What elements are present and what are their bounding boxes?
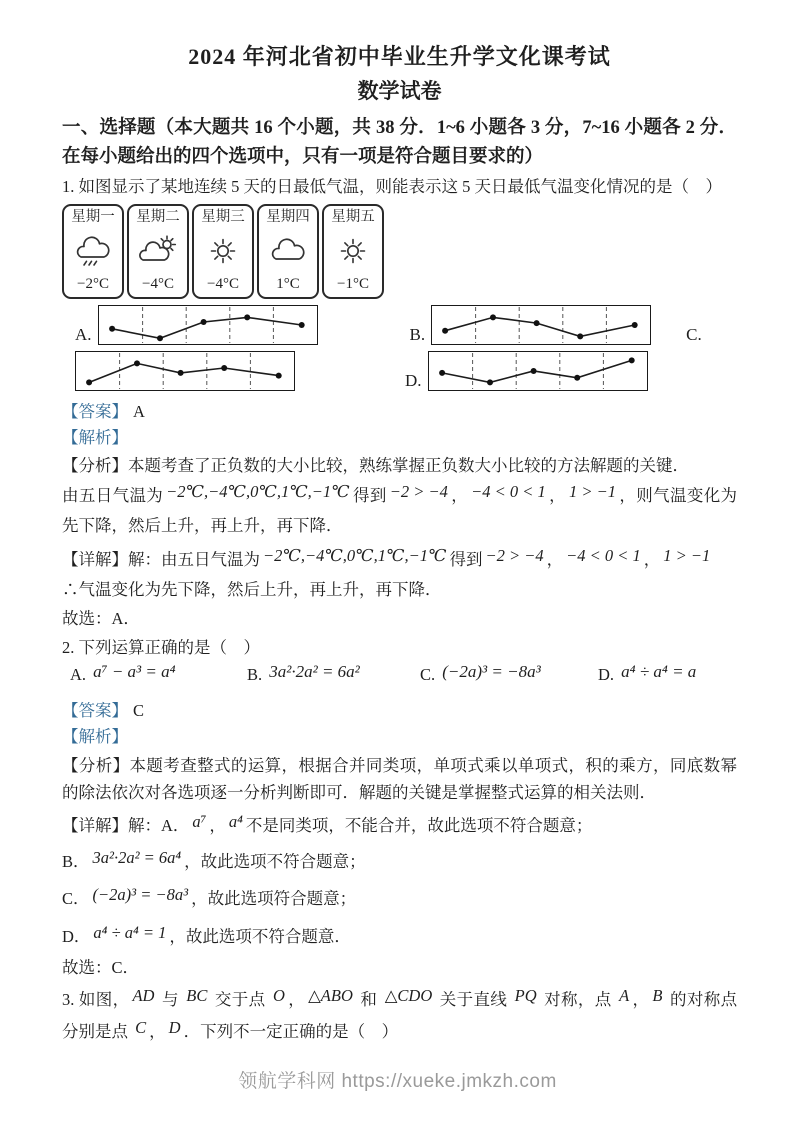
option-label-b: B. xyxy=(409,325,426,344)
q2-final-answer: 故选：C． xyxy=(62,958,140,977)
q2-detail-line-b: B． 3a²·2a² = 6a⁴ ，故此选项不符合题意； xyxy=(62,848,366,871)
weather-day-label: 星期五 xyxy=(331,209,375,225)
weather-card-wednesday xyxy=(192,204,254,299)
option-label-b: B. xyxy=(247,665,263,684)
option-label-a: A. xyxy=(75,325,92,344)
sun-icon xyxy=(333,233,373,269)
option-label-c: C. xyxy=(420,665,436,684)
q1-conclusion-step: ∴气温变化为先下降，然后上升，再上升，再下降． xyxy=(62,580,442,599)
q2-detail-line-c: C． (−2a)³ = −8a³ ，故此选项符合题意； xyxy=(62,885,357,908)
page-title: 2024 年河北省初中毕业生升学文化课考试 xyxy=(188,44,611,69)
q3-stem: 3. 如图， AD 与 BC 交于点 O ， △ABO 和 △CDO 关于直线 PQ 对称，点 A ， B 的对称点分别是点 C ， D ．下列不一定正确的是（ ） xyxy=(62,986,738,1041)
answer-label: 【答案】 xyxy=(62,402,128,421)
weather-temp-label: −4°C xyxy=(142,276,174,292)
cloud-icon xyxy=(268,233,308,269)
option-label-d: D. xyxy=(405,371,422,390)
weather-temp-label: 1°C xyxy=(276,276,300,292)
q1-jiexi-line xyxy=(62,426,737,450)
weather-day-label: 星期一 xyxy=(71,209,115,225)
q1-option-graph-d xyxy=(428,351,648,391)
q2-fenxi-paragraph: 【分析】本题考查整式的运算，根据合并同类项，单项式乘以单项式，积的乘方，同底数幂的除法依次对各选项逐一分析判断即可．解题的关键是掌握整式运算的相关法则． xyxy=(62,756,737,802)
q1-answer-value: A xyxy=(133,402,145,421)
cloud-sun-icon xyxy=(138,233,178,269)
jiexi-label: 【解析】 xyxy=(62,727,128,746)
q2-formula-a: a⁷ − a³ = a⁴ xyxy=(93,662,176,681)
page-subtitle: 数学试卷 xyxy=(357,79,442,103)
q2-option-c xyxy=(420,662,544,685)
weather-temp-label: −1°C xyxy=(337,276,369,292)
rain-cloud-icon xyxy=(73,233,113,269)
q1-option-row-2 xyxy=(62,351,737,391)
q1-option-row-1 xyxy=(62,305,737,345)
q2-option-b xyxy=(247,662,363,685)
q1-option-graph-a xyxy=(98,305,318,345)
sun-icon xyxy=(203,233,243,269)
q1-fenxi-paragraph: 【分析】本题考查了正负数的大小比较，熟练掌握正负数大小比较的方法解题的关键． xyxy=(62,456,689,475)
option-label-c: C. xyxy=(686,325,702,344)
q2-options-row xyxy=(62,662,737,695)
q2-detail-line-d: D． a⁴ ÷ a⁴ = 1 ，故此选项不符合题意． xyxy=(62,923,351,946)
q1-detail-paragraph: 【详解】解：由五日气温为 −2℃,−4℃,0℃,1℃,−1℃ 得到 −2 > −4 ， −4 < 0 < 1 ， 1 > −1 xyxy=(62,546,711,569)
q1-final-answer: 故选：A． xyxy=(62,609,140,628)
q2-option-a xyxy=(70,662,179,685)
jiexi-label: 【解析】 xyxy=(62,428,128,447)
answer-label: 【答案】 xyxy=(62,701,128,720)
option-label-a: A. xyxy=(70,665,87,684)
q2-answer-line xyxy=(62,699,737,723)
weather-card-monday xyxy=(62,204,124,299)
q2-formula-c: (−2a)³ = −8a³ xyxy=(442,662,541,681)
option-label-d: D. xyxy=(598,665,615,684)
q1-analysis-paragraph: 由五日气温为 −2℃,−4℃,0℃,1℃,−1℃ 得到 −2 > −4 ， −4 < 0 < 1 ， 1 > −1 ，则气温变化为先下降，然后上升，再上升，再下降． xyxy=(62,482,738,535)
weather-temp-label: −2°C xyxy=(77,276,109,292)
weather-card-friday xyxy=(322,204,384,299)
section-header: 一、选择题（本大题共 16 个小题，共 38 分．1~6 小题各 3 分，7~16 小题各 2 分．在每小题给出的四个选项中，只有一项是符合题目要求的） xyxy=(62,118,737,167)
watermark-footer: 领航学科网 https://xueke.jmkzh.com xyxy=(238,1071,557,1092)
q1-weather-table xyxy=(62,204,737,299)
q1-option-graph-b xyxy=(431,305,651,345)
weather-card-tuesday xyxy=(127,204,189,299)
q2-option-d xyxy=(598,662,699,685)
q1-stem: 1. 如图显示了某地连续 5 天的日最低气温，则能表示这 5 天日最低气温变化情况的是（ ） xyxy=(62,177,722,196)
weather-day-label: 星期三 xyxy=(201,209,245,225)
weather-temp-label: −4°C xyxy=(207,276,239,292)
q2-detail-line-a: 【详解】解：A． a⁷ ， a⁴ 不是同类项，不能合并，故此选项不符合题意； xyxy=(62,812,593,835)
q1-answer-line xyxy=(62,399,737,424)
q2-formula-d: a⁴ ÷ a⁴ = a xyxy=(621,662,697,681)
q2-jiexi-line xyxy=(62,725,737,749)
q2-answer-value: C xyxy=(133,701,145,720)
q2-formula-b: 3a²·2a² = 6a² xyxy=(269,662,360,681)
weather-day-label: 星期四 xyxy=(266,209,310,225)
q2-stem: 2. 下列运算正确的是（ ） xyxy=(62,638,260,657)
weather-card-thursday xyxy=(257,204,319,299)
weather-day-label: 星期二 xyxy=(136,209,180,225)
q1-option-graph-c xyxy=(75,351,295,391)
